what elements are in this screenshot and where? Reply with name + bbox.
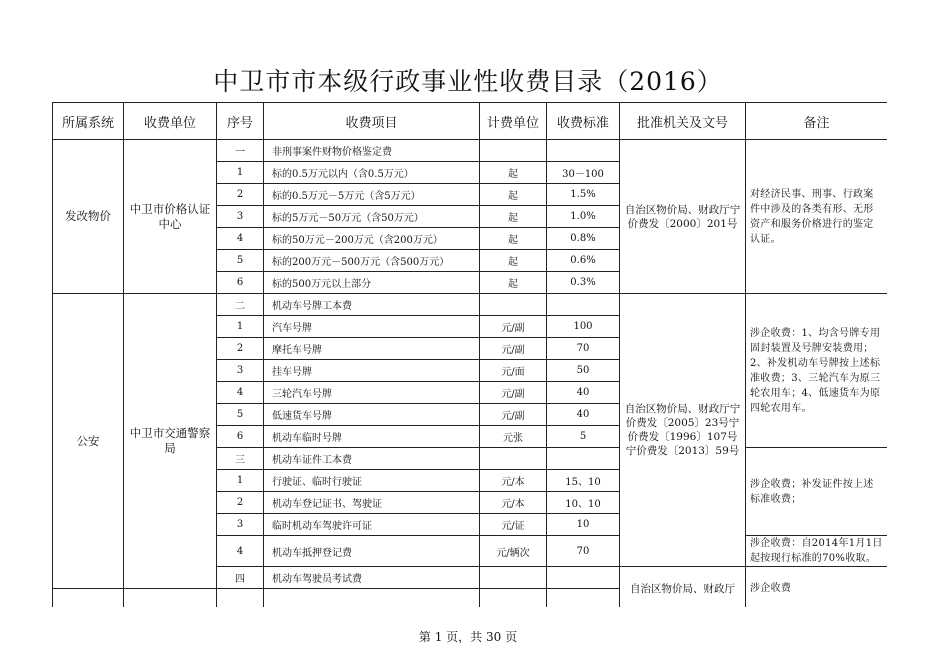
billing-unit-cell: 起 bbox=[480, 228, 547, 250]
billing-unit-cell: 元张 bbox=[480, 426, 547, 448]
billing-unit-cell bbox=[480, 589, 547, 608]
item-cell: 标的0.5万元－5万元（含5万元） bbox=[264, 184, 480, 206]
billing-unit-cell bbox=[480, 448, 547, 470]
seq-cell: 一 bbox=[217, 140, 264, 162]
billing-unit-cell: 起 bbox=[480, 162, 547, 184]
item-cell bbox=[264, 589, 480, 608]
standard-cell bbox=[547, 567, 620, 589]
standard-cell: 70 bbox=[547, 338, 620, 360]
seq-cell: 四 bbox=[217, 567, 264, 589]
item-cell: 机动车登记证书、驾驶证 bbox=[264, 492, 480, 514]
standard-cell: 10 bbox=[547, 514, 620, 536]
item-cell: 标的500万元以上部分 bbox=[264, 272, 480, 294]
standard-cell bbox=[547, 448, 620, 470]
item-cell: 标的5万元－50万元（含50万元） bbox=[264, 206, 480, 228]
header-cell: 序号 bbox=[217, 103, 264, 140]
standard-cell: 10、10 bbox=[547, 492, 620, 514]
billing-unit-cell: 元/辆次 bbox=[480, 536, 547, 567]
item-cell: 标的200万元－500万元（含500万元） bbox=[264, 250, 480, 272]
item-cell: 临时机动车驾驶许可证 bbox=[264, 514, 480, 536]
remark-cell: 涉企收费；补发证件按上述标准收费； bbox=[746, 448, 888, 536]
fee-catalog-table bbox=[52, 102, 887, 607]
seq-cell: 1 bbox=[217, 162, 264, 184]
standard-cell: 15、10 bbox=[547, 470, 620, 492]
unit-cell: 中卫市价格认证中心 bbox=[124, 140, 217, 294]
item-cell: 汽车号牌 bbox=[264, 316, 480, 338]
item-cell: 机动车驾驶员考试费 bbox=[264, 567, 480, 589]
seq-cell: 3 bbox=[217, 514, 264, 536]
seq-cell: 4 bbox=[217, 382, 264, 404]
header-row bbox=[53, 103, 888, 140]
seq-cell: 5 bbox=[217, 404, 264, 426]
billing-unit-cell: 元/证 bbox=[480, 514, 547, 536]
approval-cell: 自治区物价局、财政厅宁价费发〔2005〕23号宁价费发〔1996〕107号宁价费发〔2013〕59号 bbox=[620, 294, 746, 567]
billing-unit-cell: 元/本 bbox=[480, 470, 547, 492]
standard-cell: 50 bbox=[547, 360, 620, 382]
header-cell: 收费标准 bbox=[547, 103, 620, 140]
header-cell: 所属系统 bbox=[53, 103, 124, 140]
unit-cell: 中卫市交通警察局 bbox=[124, 294, 217, 589]
billing-unit-cell: 元/副 bbox=[480, 338, 547, 360]
page-footer: 第 1 页，共 30 页 bbox=[418, 630, 518, 644]
standard-cell bbox=[547, 294, 620, 316]
item-cell: 挂车号牌 bbox=[264, 360, 480, 382]
seq-cell bbox=[217, 589, 264, 608]
standard-cell: 40 bbox=[547, 382, 620, 404]
billing-unit-cell: 起 bbox=[480, 272, 547, 294]
item-cell: 标的0.5万元以内（含0.5万元） bbox=[264, 162, 480, 184]
header-cell: 收费单位 bbox=[124, 103, 217, 140]
item-cell: 三轮汽车号牌 bbox=[264, 382, 480, 404]
seq-cell: 3 bbox=[217, 360, 264, 382]
standard-cell: 40 bbox=[547, 404, 620, 426]
document-title: 中卫市市本级行政事业性收费目录（2016） bbox=[213, 67, 723, 96]
standard-cell bbox=[547, 589, 620, 608]
standard-cell: 0.8% bbox=[547, 228, 620, 250]
seq-cell: 3 bbox=[217, 206, 264, 228]
header-cell: 计费单位 bbox=[480, 103, 547, 140]
seq-cell: 6 bbox=[217, 272, 264, 294]
billing-unit-cell bbox=[480, 294, 547, 316]
billing-unit-cell: 元/副 bbox=[480, 382, 547, 404]
seq-cell: 6 bbox=[217, 426, 264, 448]
item-cell: 行驶证、临时行驶证 bbox=[264, 470, 480, 492]
item-cell: 机动车抵押登记费 bbox=[264, 536, 480, 567]
billing-unit-cell: 元/面 bbox=[480, 360, 547, 382]
item-cell: 摩托车号牌 bbox=[264, 338, 480, 360]
seq-cell: 2 bbox=[217, 338, 264, 360]
seq-cell: 三 bbox=[217, 448, 264, 470]
system-cell bbox=[53, 589, 124, 608]
table-row bbox=[53, 140, 888, 162]
standard-cell bbox=[547, 140, 620, 162]
fee-table-sheet bbox=[52, 102, 887, 607]
billing-unit-cell bbox=[480, 567, 547, 589]
approval-cell: 自治区物价局、财政厅宁价费发〔2000〕201号 bbox=[620, 140, 746, 294]
billing-unit-cell: 起 bbox=[480, 184, 547, 206]
item-cell: 非刑事案件财物价格鉴定费 bbox=[264, 140, 480, 162]
standard-cell: 0.6% bbox=[547, 250, 620, 272]
remark-cell: 涉企收费：自2014年1月1日起按现行标准的70%收取。 bbox=[746, 536, 888, 567]
standard-cell: 1.5% bbox=[547, 184, 620, 206]
seq-cell: 1 bbox=[217, 470, 264, 492]
system-cell: 发改物价 bbox=[53, 140, 124, 294]
billing-unit-cell bbox=[480, 140, 547, 162]
billing-unit-cell: 起 bbox=[480, 250, 547, 272]
unit-cell bbox=[124, 589, 217, 608]
remark-cell: 对经济民事、刑事、行政案件中涉及的各类有形、无形资产和服务价格进行的鉴定认证。 bbox=[746, 140, 888, 294]
system-cell: 公安 bbox=[53, 294, 124, 589]
remark-cell: 涉企收费：1、均含号牌专用固封装置及号牌安装费用；2、补发机动车号牌按上述标准收费；3、三轮汽车为原三轮农用车；4、低速货车为原四轮农用车。 bbox=[746, 294, 888, 448]
table-row bbox=[53, 294, 888, 316]
item-cell: 低速货车号牌 bbox=[264, 404, 480, 426]
header-cell: 备注 bbox=[746, 103, 888, 140]
header-cell: 收费项目 bbox=[264, 103, 480, 140]
billing-unit-cell: 元/本 bbox=[480, 492, 547, 514]
item-cell: 机动车证件工本费 bbox=[264, 448, 480, 470]
seq-cell: 2 bbox=[217, 492, 264, 514]
standard-cell: 30－100 bbox=[547, 162, 620, 184]
item-cell: 标的50万元－200万元（含200万元） bbox=[264, 228, 480, 250]
standard-cell: 100 bbox=[547, 316, 620, 338]
standard-cell: 1.0% bbox=[547, 206, 620, 228]
billing-unit-cell: 起 bbox=[480, 206, 547, 228]
seq-cell: 4 bbox=[217, 228, 264, 250]
seq-cell: 二 bbox=[217, 294, 264, 316]
seq-cell: 5 bbox=[217, 250, 264, 272]
approval-cell: 自治区物价局、财政厅 bbox=[620, 567, 746, 608]
standard-cell: 0.3% bbox=[547, 272, 620, 294]
header-cell: 批准机关及文号 bbox=[620, 103, 746, 140]
standard-cell: 70 bbox=[547, 536, 620, 567]
remark-cell: 涉企收费 bbox=[746, 567, 888, 608]
standard-cell: 5 bbox=[547, 426, 620, 448]
billing-unit-cell: 元/副 bbox=[480, 404, 547, 426]
seq-cell: 4 bbox=[217, 536, 264, 567]
seq-cell: 2 bbox=[217, 184, 264, 206]
item-cell: 机动车临时号牌 bbox=[264, 426, 480, 448]
item-cell: 机动车号牌工本费 bbox=[264, 294, 480, 316]
billing-unit-cell: 元/副 bbox=[480, 316, 547, 338]
seq-cell: 1 bbox=[217, 316, 264, 338]
